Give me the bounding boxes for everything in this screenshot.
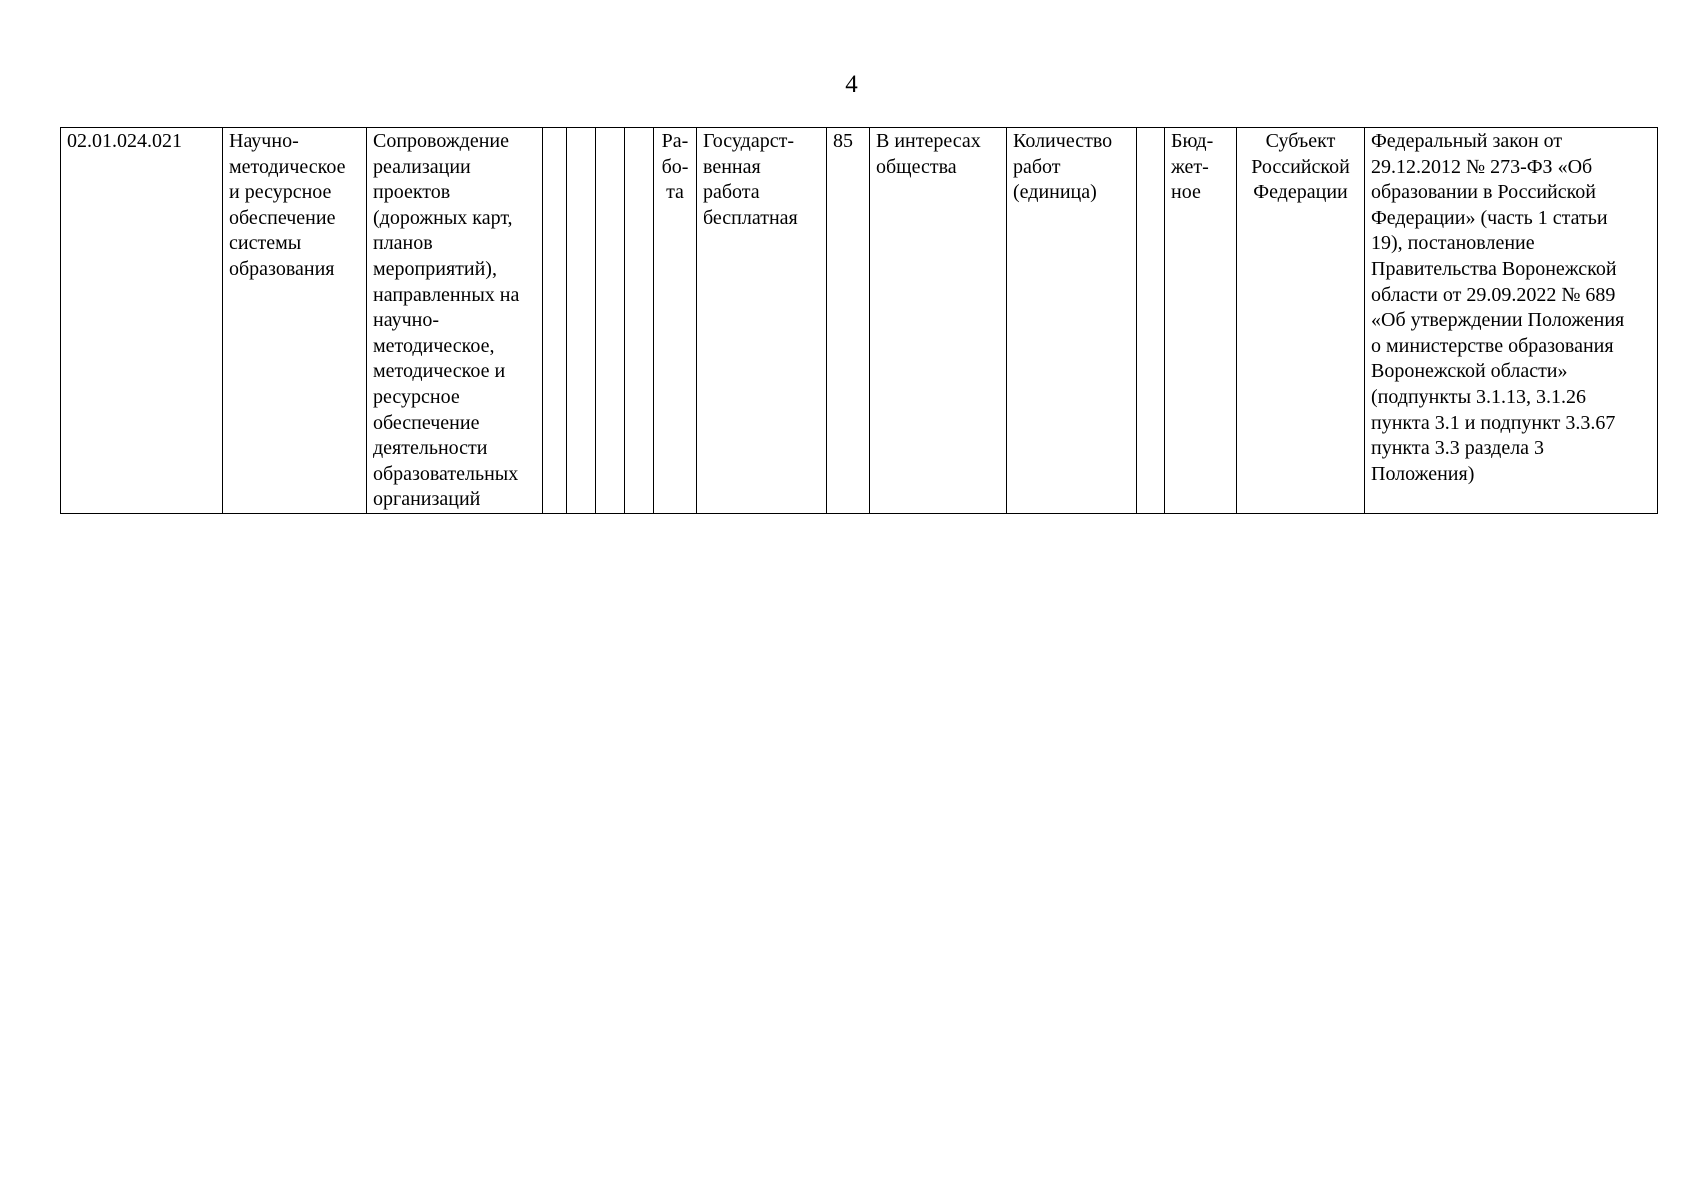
consumers-text: В интересах общества [876,130,981,178]
cell-name [223,128,367,514]
indicator-text: Количество работ (единица) [1013,130,1113,204]
funding-text: Бюд- жет- ное [1171,130,1214,204]
cell-empty-4 [625,128,654,514]
table-row [61,128,1658,514]
cell-consumers [870,128,1007,514]
cell-empty-1 [543,128,567,514]
cell-payment [697,128,827,514]
cell-legal-basis [1365,128,1658,514]
name-text: Научно- методическое и ресурсное обеспечение системы образования [229,130,346,280]
payment-text: Государст- венная работа бесплатная [703,130,798,229]
level-text: Субъект Российской Федерации [1251,130,1350,204]
cell-level [1237,128,1365,514]
cell-code [61,128,223,514]
registry-table [60,127,1658,514]
code-text: 02.01.024.021 [67,130,182,152]
cell-funding [1165,128,1237,514]
legal-basis-text: Федеральный закон от 29.12.2012 № 273-ФЗ «Об образовании в Российской Федерации» (часть 1 статьи 19), постановление Правительства Воронежской области от 29.09.2022 № 689 «Об утверждении Положения о министерстве образования Воронежской области» (подпункты 3.1.13, 3.1.26 пункта 3.1 и подпункт 3.3.67 пункта 3.3 раздела 3 Положения) [1371,130,1625,485]
page-number: 4 [845,71,858,98]
type-text: Ра- бо- та [661,130,689,204]
cell-type [654,128,697,514]
cell-indicator [1007,128,1137,514]
content-text: Сопровождение реализации проектов (дорожных карт, планов мероприятий), направленных на научно- методическое, методическое и ресурсное обеспечение деятельности образовательных организаций [373,130,520,511]
okved-text: 85 [833,130,853,152]
cell-okved [827,128,870,514]
cell-empty-2 [567,128,596,514]
cell-empty-3 [596,128,625,514]
cell-empty-5 [1137,128,1165,514]
cell-content [367,128,543,514]
